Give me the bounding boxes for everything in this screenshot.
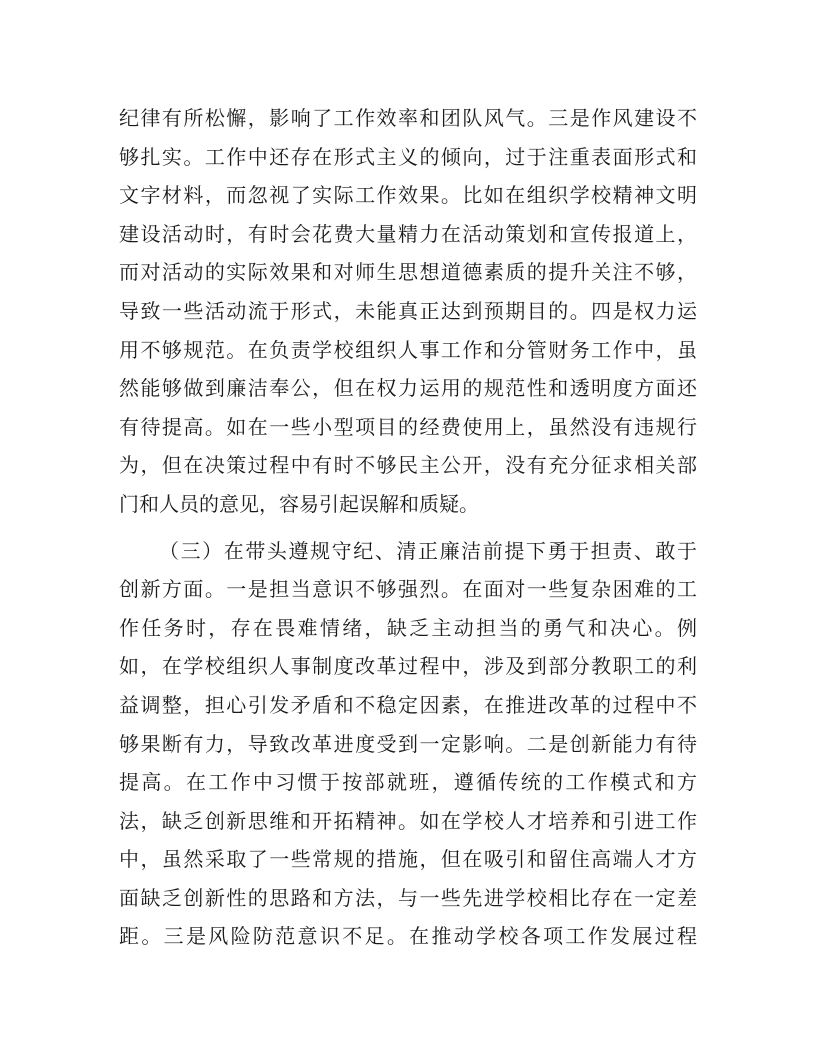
text-line: 作任务时，存在畏难情绪，缺乏主动担当的勇气和决心。例 — [119, 615, 697, 640]
body-text — [119, 99, 697, 956]
text-line: 法，缺乏创新思维和开拓精神。如在学校人才培养和引进工作 — [119, 808, 697, 833]
text-line: 用不够规范。在负责学校组织人事工作和分管财务工作中，虽 — [119, 337, 697, 362]
paragraph-1 — [119, 99, 697, 524]
text-line: 提高。在工作中习惯于按部就班，遵循传统的工作模式和方 — [119, 770, 697, 795]
text-line: 够果断有力，导致改革进度受到一定影响。二是创新能力有待 — [119, 731, 697, 756]
text-line: 建设活动时，有时会花费大量精力在活动策划和宣传报道上， — [119, 221, 697, 246]
text-line: 文字材料，而忽视了实际工作效果。比如在组织学校精神文明 — [119, 183, 697, 208]
text-line: 如，在学校组织人事制度改革过程中，涉及到部分教职工的利 — [119, 654, 697, 679]
paragraph-2 — [119, 532, 697, 957]
text-line: 创新方面。一是担当意识不够强烈。在面对一些复杂困难的工 — [119, 577, 697, 602]
paragraph-gap — [119, 524, 697, 532]
text-line: 中，虽然采取了一些常规的措施，但在吸引和留住高端人才方 — [119, 847, 697, 872]
text-line: 导致一些活动流于形式，未能真正达到预期目的。四是权力运 — [119, 298, 697, 323]
text-line: （三）在带头遵规守纪、清正廉洁前提下勇于担责、敢于 — [159, 538, 697, 563]
text-line: 而对活动的实际效果和对师生思想道德素质的提升关注不够， — [119, 260, 697, 285]
text-line: 门和人员的意见，容易引起误解和质疑。 — [119, 491, 479, 516]
text-line: 益调整，担心引发矛盾和不稳定因素，在推进改革的过程中不 — [119, 692, 697, 717]
text-line: 有待提高。如在一些小型项目的经费使用上，虽然没有违规行 — [119, 414, 697, 439]
text-line: 为，但在决策过程中有时不够民主公开，没有充分征求相关部 — [119, 453, 697, 478]
text-line: 够扎实。工作中还存在形式主义的倾向，过于注重表面形式和 — [119, 144, 697, 169]
text-line: 纪律有所松懈，影响了工作效率和团队风气。三是作风建设不 — [119, 106, 697, 130]
text-line: 面缺乏创新性的思路和方法，与一些先进学校相比存在一定差 — [119, 885, 697, 910]
text-line: 距。三是风险防范意识不足。在推动学校各项工作发展过程 — [119, 924, 697, 949]
text-line: 然能够做到廉洁奉公，但在权力运用的规范性和透明度方面还 — [119, 376, 697, 401]
